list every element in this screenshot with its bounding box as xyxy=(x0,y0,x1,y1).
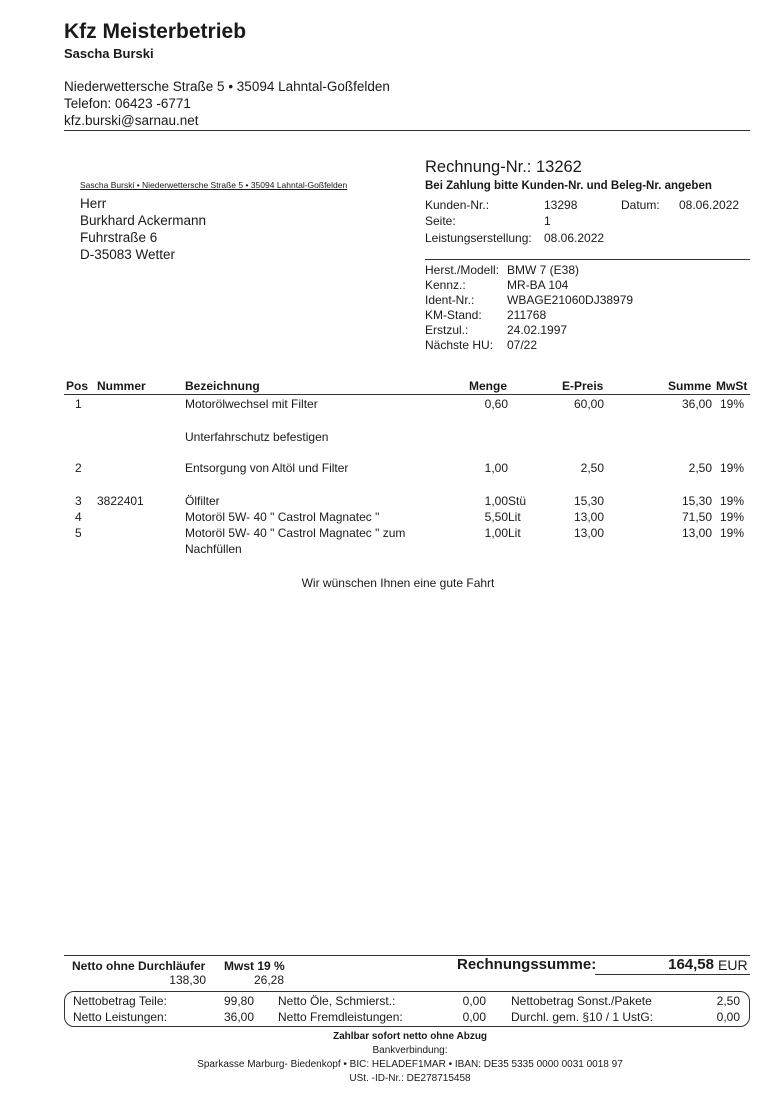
bank-details: Sparkasse Marburg- Biedenkopf • BIC: HELADEF1MAR • IBAN: DE35 5335 0000 0031 0018 97 xyxy=(197,1059,623,1070)
durchl-value: 0,00 xyxy=(716,1010,740,1024)
vehicle-registration-label: Erstzul.: xyxy=(425,323,469,337)
vehicle-km: 211768 xyxy=(507,308,547,322)
invoice-title: Rechnung-Nr.: 13262 xyxy=(425,158,582,176)
col-header-sum: Summe xyxy=(668,379,712,393)
row-unit-price: 2,50 xyxy=(580,461,604,475)
customer-label: Kunden-Nr.: xyxy=(425,198,490,212)
row-quantity: 5,50 xyxy=(484,510,508,524)
oele-value: 0,00 xyxy=(462,994,486,1008)
row-vat: 19% xyxy=(720,397,745,411)
owner-name: Sascha Burski xyxy=(64,46,154,61)
sonst-value: 2,50 xyxy=(716,994,740,1008)
row-description: Motorölwechsel mit Filter xyxy=(185,397,318,411)
row-sum: 15,30 xyxy=(681,494,712,508)
total-value: 164,58 xyxy=(668,956,714,973)
row-pos: 1 xyxy=(75,397,82,411)
leistungen-label: Netto Leistungen: xyxy=(73,1010,168,1024)
recipient-street: Fuhrstraße 6 xyxy=(80,230,158,245)
row-vat: 19% xyxy=(720,510,745,524)
row-quantity: 1,00 xyxy=(484,494,508,508)
vehicle-model: BMW 7 (E38) xyxy=(507,263,580,277)
company-email: kfz.burski@sarnau.net xyxy=(64,113,199,128)
sonst-label: Nettobetrag Sonst./Pakete xyxy=(511,994,652,1008)
row-unit: Stü xyxy=(508,494,527,508)
row-vat: 19% xyxy=(720,494,745,508)
row-vat: 19% xyxy=(720,526,745,540)
row-quantity: 0,60 xyxy=(484,397,508,411)
fremd-value: 0,00 xyxy=(462,1010,486,1024)
invoice-note: Bei Zahlung bitte Kunden-Nr. und Beleg-Nr. angeben xyxy=(425,180,712,192)
col-header-quantity: Menge xyxy=(469,379,508,393)
row-pos: 3 xyxy=(75,494,82,508)
bank-title: Bankverbindung: xyxy=(372,1045,448,1056)
customer-number: 13298 xyxy=(544,198,578,212)
total-currency: EUR xyxy=(718,957,748,973)
leistungen-value: 36,00 xyxy=(223,1010,254,1024)
mwst-value: 26,28 xyxy=(253,973,284,987)
row-unit: Lit xyxy=(508,526,521,540)
payment-terms: Zahlbar sofort netto ohne Abzug xyxy=(332,1031,488,1042)
col-header-vat: MwSt xyxy=(716,379,748,393)
table-header-divider xyxy=(64,394,750,395)
vehicle-divider xyxy=(425,259,750,260)
page-number: 1 xyxy=(544,214,551,228)
vehicle-registration: 24.02.1997 xyxy=(507,323,568,337)
recipient-city: D-35083 Wetter xyxy=(80,247,176,262)
row-unit: Lit xyxy=(508,510,521,524)
company-phone: Telefon: 06423 -6771 xyxy=(64,96,191,111)
greeting: Wir wünschen Ihnen eine gute Fahrt xyxy=(301,576,495,590)
date-label: Datum: xyxy=(621,198,660,212)
row-pos: 2 xyxy=(75,461,82,475)
row-description: Motoröl 5W- 40 " Castrol Magnatec " zum xyxy=(185,526,406,540)
oele-label: Netto Öle, Schmierst.: xyxy=(278,994,396,1008)
row-sum: 71,50 xyxy=(681,510,712,524)
row-unit-price: 13,00 xyxy=(573,510,604,524)
row-quantity: 1,00 xyxy=(484,461,508,475)
teile-label: Nettobetrag Teile: xyxy=(73,994,167,1008)
row-unit-price: 60,00 xyxy=(573,397,604,411)
netto-value: 138,30 xyxy=(169,973,206,987)
company-name: Kfz Meisterbetrieb xyxy=(64,20,247,43)
service-date-label: Leistungserstellung: xyxy=(425,231,532,245)
col-header-description: Bezeichnung xyxy=(185,379,260,393)
fremd-label: Netto Fremdleistungen: xyxy=(278,1010,403,1024)
vehicle-km-label: KM-Stand: xyxy=(425,308,482,322)
vehicle-vin: WBAGE21060DJ38979 xyxy=(507,293,634,307)
row-number: 3822401 xyxy=(97,494,144,508)
col-header-unit-price: E-Preis xyxy=(562,379,604,393)
page-label: Seite: xyxy=(425,214,456,228)
durchl-label: Durchl. gem. §10 / 1 UstG: xyxy=(511,1010,654,1024)
total-label: Rechnungssumme: xyxy=(457,956,597,973)
row-sum: 13,00 xyxy=(681,526,712,540)
row-description: Entsorgung von Altöl und Filter xyxy=(185,461,349,475)
mwst-label: Mwst 19 % xyxy=(224,959,285,973)
row-unit-price: 13,00 xyxy=(573,526,604,540)
vehicle-hu: 07/22 xyxy=(507,338,538,352)
vehicle-plate-label: Kennz.: xyxy=(425,278,466,292)
service-date: 08.06.2022 xyxy=(544,231,605,245)
teile-value: 99,80 xyxy=(223,994,254,1008)
sender-line: Sascha Burski • Niederwettersche Straße 5 • 35094 Lahntal-Goßfelden xyxy=(80,180,348,190)
row-description: Nachfüllen xyxy=(185,542,242,556)
row-quantity: 1,00 xyxy=(484,526,508,540)
vehicle-hu-label: Nächste HU: xyxy=(425,338,494,352)
row-description: Ölfilter xyxy=(185,494,220,508)
vehicle-plate: MR-BA 104 xyxy=(507,278,569,292)
company-address: Niederwettersche Straße 5 • 35094 Lahntal-Goßfelden xyxy=(64,79,390,94)
col-header-number: Nummer xyxy=(97,379,146,393)
total-underline xyxy=(595,974,750,975)
netto-label: Netto ohne Durchläufer xyxy=(72,959,206,973)
row-description: Unterfahrschutz befestigen xyxy=(185,430,329,444)
col-header-pos: Pos xyxy=(66,379,89,393)
row-unit-price: 15,30 xyxy=(573,494,604,508)
row-sum: 2,50 xyxy=(688,461,712,475)
row-pos: 4 xyxy=(75,510,82,524)
row-description: Motoröl 5W- 40 " Castrol Magnatec " xyxy=(185,510,380,524)
vat-id: USt. -ID-Nr.: DE278715458 xyxy=(349,1073,471,1084)
header-divider xyxy=(64,130,750,131)
vehicle-vin-label: Ident-Nr.: xyxy=(425,293,475,307)
recipient-name: Burkhard Ackermann xyxy=(80,213,207,228)
recipient-salutation: Herr xyxy=(80,196,107,211)
vehicle-model-label: Herst./Modell: xyxy=(425,263,500,277)
invoice-date: 08.06.2022 xyxy=(679,198,740,212)
row-sum: 36,00 xyxy=(681,397,712,411)
row-pos: 5 xyxy=(75,526,82,540)
row-vat: 19% xyxy=(720,461,745,475)
